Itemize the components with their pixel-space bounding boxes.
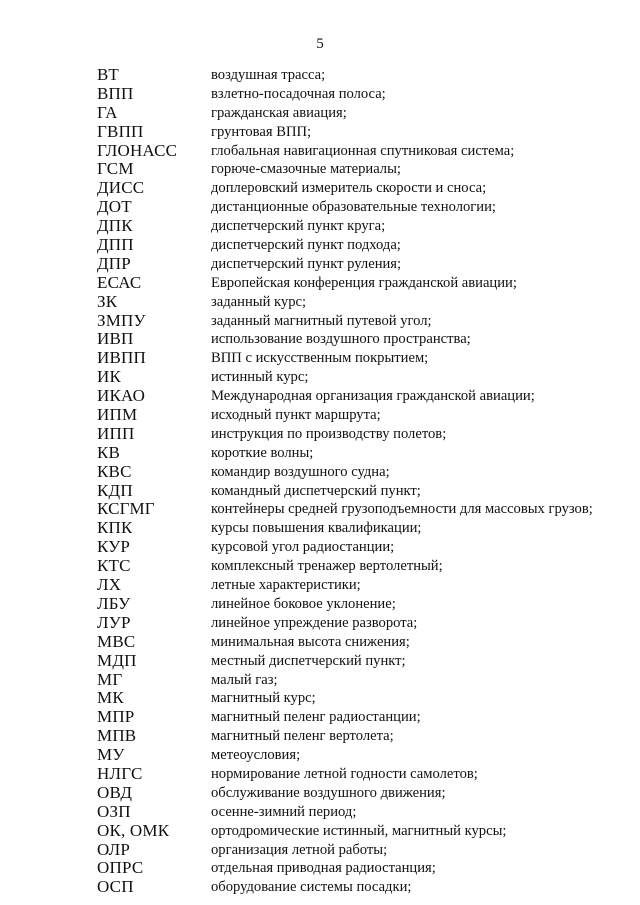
abbreviation-row	[97, 406, 627, 425]
abbreviation: ЛХ	[97, 575, 122, 595]
abbreviation-definition: ВПП с искусственным покрытием;	[211, 350, 429, 367]
abbreviation: ГЛОНАСС	[97, 140, 178, 160]
abbreviation-row	[97, 274, 627, 293]
abbreviation-row	[97, 671, 627, 690]
abbreviation: КУР	[97, 537, 131, 557]
abbreviation-row	[97, 387, 627, 406]
abbreviation-row	[97, 841, 627, 860]
abbreviation-row	[97, 368, 627, 387]
abbreviation-row	[97, 576, 627, 595]
abbreviation: МГ	[97, 669, 123, 689]
abbreviation: ИВПП	[97, 348, 146, 368]
abbreviation-definition: Международная организация гражданской авиации;	[211, 388, 535, 405]
abbreviation-definition: истинный курс;	[211, 369, 309, 386]
abbreviation-row	[97, 765, 627, 784]
abbreviation: МК	[97, 688, 124, 708]
abbreviation-definition: дистанционные образовательные технологии;	[211, 199, 496, 216]
abbreviation-row	[97, 123, 627, 142]
abbreviation-definition: заданный курс;	[211, 293, 307, 310]
abbreviation-row	[97, 482, 627, 501]
abbreviation: ВТ	[97, 65, 119, 84]
abbreviation-definition: горюче-смазочные материалы;	[211, 161, 401, 178]
abbreviation-row	[97, 878, 627, 897]
abbreviation-row	[97, 293, 627, 312]
abbreviation-definition: заданный магнитный путевой угол;	[211, 312, 432, 329]
abbreviation-row	[97, 85, 627, 104]
abbreviation-row	[97, 66, 627, 85]
abbreviation-row	[97, 425, 627, 444]
abbreviation-row	[97, 822, 627, 841]
abbreviation-definition: линейное боковое уклонение;	[211, 595, 396, 612]
abbreviation-definition: минимальная высота снижения;	[211, 633, 410, 650]
abbreviation: ДПП	[97, 235, 134, 255]
abbreviation-definition: грунтовая ВПП;	[211, 123, 312, 140]
abbreviation-row	[97, 803, 627, 822]
abbreviation-definition: доплеровский измеритель скорости и сноса;	[211, 180, 487, 197]
abbreviation-row	[97, 312, 627, 331]
abbreviation: ГВПП	[97, 121, 144, 141]
abbreviation-row	[97, 595, 627, 614]
abbreviation-definition: ортодромические истинный, магнитный курсы;	[211, 822, 507, 839]
abbreviation-definition: линейное упреждение разворота;	[211, 614, 418, 631]
abbreviation-definition: магнитный пеленг радиостанции;	[211, 709, 421, 726]
abbreviation-definition: обслуживание воздушного движения;	[211, 784, 446, 801]
abbreviation-definition: летные характеристики;	[211, 577, 361, 594]
abbreviation: ДИСС	[97, 178, 145, 198]
abbreviation-definition: диспетчерский пункт руления;	[211, 255, 402, 272]
abbreviation-list	[97, 66, 627, 897]
abbreviation: ГА	[97, 102, 118, 122]
abbreviation-definition: организация летной работы;	[211, 841, 388, 858]
abbreviation-definition: отдельная приводная радиостанция;	[211, 860, 436, 877]
abbreviation: ВПП	[97, 83, 134, 103]
abbreviation: КДП	[97, 480, 133, 500]
abbreviation-definition: командир воздушного судна;	[211, 463, 390, 480]
abbreviation-definition: курсы повышения квалификации;	[211, 520, 422, 537]
abbreviation-row	[97, 538, 627, 557]
abbreviation-row	[97, 463, 627, 482]
abbreviation-definition: магнитный курс;	[211, 690, 316, 707]
abbreviation: ОСП	[97, 877, 134, 897]
abbreviation-definition: диспетчерский пункт круга;	[211, 218, 386, 235]
abbreviation: ОК, ОМК	[97, 820, 170, 840]
abbreviation-row	[97, 444, 627, 463]
abbreviation-definition: местный диспетчерский пункт;	[211, 652, 406, 669]
abbreviation-definition: курсовой угол радиостанции;	[211, 539, 395, 556]
abbreviation-row	[97, 179, 627, 198]
abbreviation: КВС	[97, 461, 132, 481]
abbreviation: ДПР	[97, 253, 131, 273]
abbreviation-definition: осенне-зимний период;	[211, 803, 357, 820]
abbreviation: ИВП	[97, 329, 134, 349]
abbreviation: ГСМ	[97, 159, 134, 179]
abbreviation: ЗК	[97, 291, 118, 311]
abbreviation-row	[97, 519, 627, 538]
abbreviation-row	[97, 142, 627, 161]
abbreviation-row	[97, 217, 627, 236]
abbreviation: ОПРС	[97, 858, 144, 878]
abbreviation: МУ	[97, 745, 125, 765]
abbreviation: МПР	[97, 707, 135, 727]
abbreviation: ОВД	[97, 782, 133, 802]
abbreviation: КТС	[97, 556, 131, 576]
abbreviation-row	[97, 614, 627, 633]
abbreviation-row	[97, 784, 627, 803]
abbreviation-row	[97, 160, 627, 179]
abbreviation-definition: магнитный пеленг вертолета;	[211, 728, 394, 745]
abbreviation-row	[97, 198, 627, 217]
abbreviation-row	[97, 236, 627, 255]
abbreviation-definition: короткие волны;	[211, 444, 314, 461]
abbreviation-row	[97, 255, 627, 274]
abbreviation: МПВ	[97, 726, 137, 746]
abbreviation: ИКАО	[97, 386, 146, 406]
abbreviation: ЗМПУ	[97, 310, 146, 330]
abbreviation-row	[97, 633, 627, 652]
abbreviation-row	[97, 652, 627, 671]
abbreviation: ОЛР	[97, 839, 131, 859]
abbreviation-row	[97, 708, 627, 727]
abbreviation-definition: глобальная навигационная спутниковая система;	[211, 142, 515, 159]
abbreviation-row	[97, 557, 627, 576]
abbreviation-definition: оборудование системы посадки;	[211, 879, 412, 896]
abbreviation-row	[97, 330, 627, 349]
abbreviation: ИК	[97, 367, 122, 387]
abbreviation: ДПК	[97, 216, 133, 236]
abbreviation: КПК	[97, 518, 133, 538]
abbreviation-row	[97, 746, 627, 765]
abbreviation-definition: диспетчерский пункт подхода;	[211, 237, 401, 254]
abbreviation-definition: взлетно-посадочная полоса;	[211, 85, 386, 102]
abbreviation: МДП	[97, 650, 137, 670]
abbreviation-definition: воздушная трасса;	[211, 67, 326, 83]
abbreviation-definition: инструкция по производству полетов;	[211, 425, 447, 442]
abbreviation-row	[97, 500, 627, 519]
abbreviation: НЛГС	[97, 763, 143, 783]
abbreviation-definition: гражданская авиация;	[211, 104, 347, 121]
abbreviation-definition: комплексный тренажер вертолетный;	[211, 558, 443, 575]
abbreviation: ОЗП	[97, 801, 131, 821]
abbreviation: МВС	[97, 631, 136, 651]
abbreviation-definition: использование воздушного пространства;	[211, 331, 471, 348]
abbreviation: ЛУР	[97, 612, 131, 632]
abbreviation: КВ	[97, 442, 121, 462]
abbreviation-definition: малый газ;	[211, 671, 278, 688]
abbreviation-row	[97, 727, 627, 746]
abbreviation-definition: метеоусловия;	[211, 747, 301, 764]
abbreviation: ЕСАС	[97, 272, 142, 292]
page-number: 5	[316, 36, 324, 52]
abbreviation: ИПМ	[97, 405, 138, 425]
abbreviation-row	[97, 349, 627, 368]
abbreviation: ИПП	[97, 423, 135, 443]
abbreviation: КСГМГ	[97, 499, 155, 519]
abbreviation-row	[97, 859, 627, 878]
abbreviation: ЛБУ	[97, 593, 131, 613]
abbreviation-row	[97, 689, 627, 708]
abbreviation: ДОТ	[97, 197, 132, 217]
abbreviation-row	[97, 104, 627, 123]
abbreviation-definition: Европейская конференция гражданской авиации;	[211, 274, 517, 291]
abbreviation-definition: нормирование летной годности самолетов;	[211, 765, 478, 782]
abbreviation-definition: контейнеры средней грузоподъемности для массовых грузов;	[211, 501, 593, 518]
abbreviation-definition: исходный пункт маршрута;	[211, 407, 381, 424]
abbreviation-definition: командный диспетчерский пункт;	[211, 482, 421, 499]
